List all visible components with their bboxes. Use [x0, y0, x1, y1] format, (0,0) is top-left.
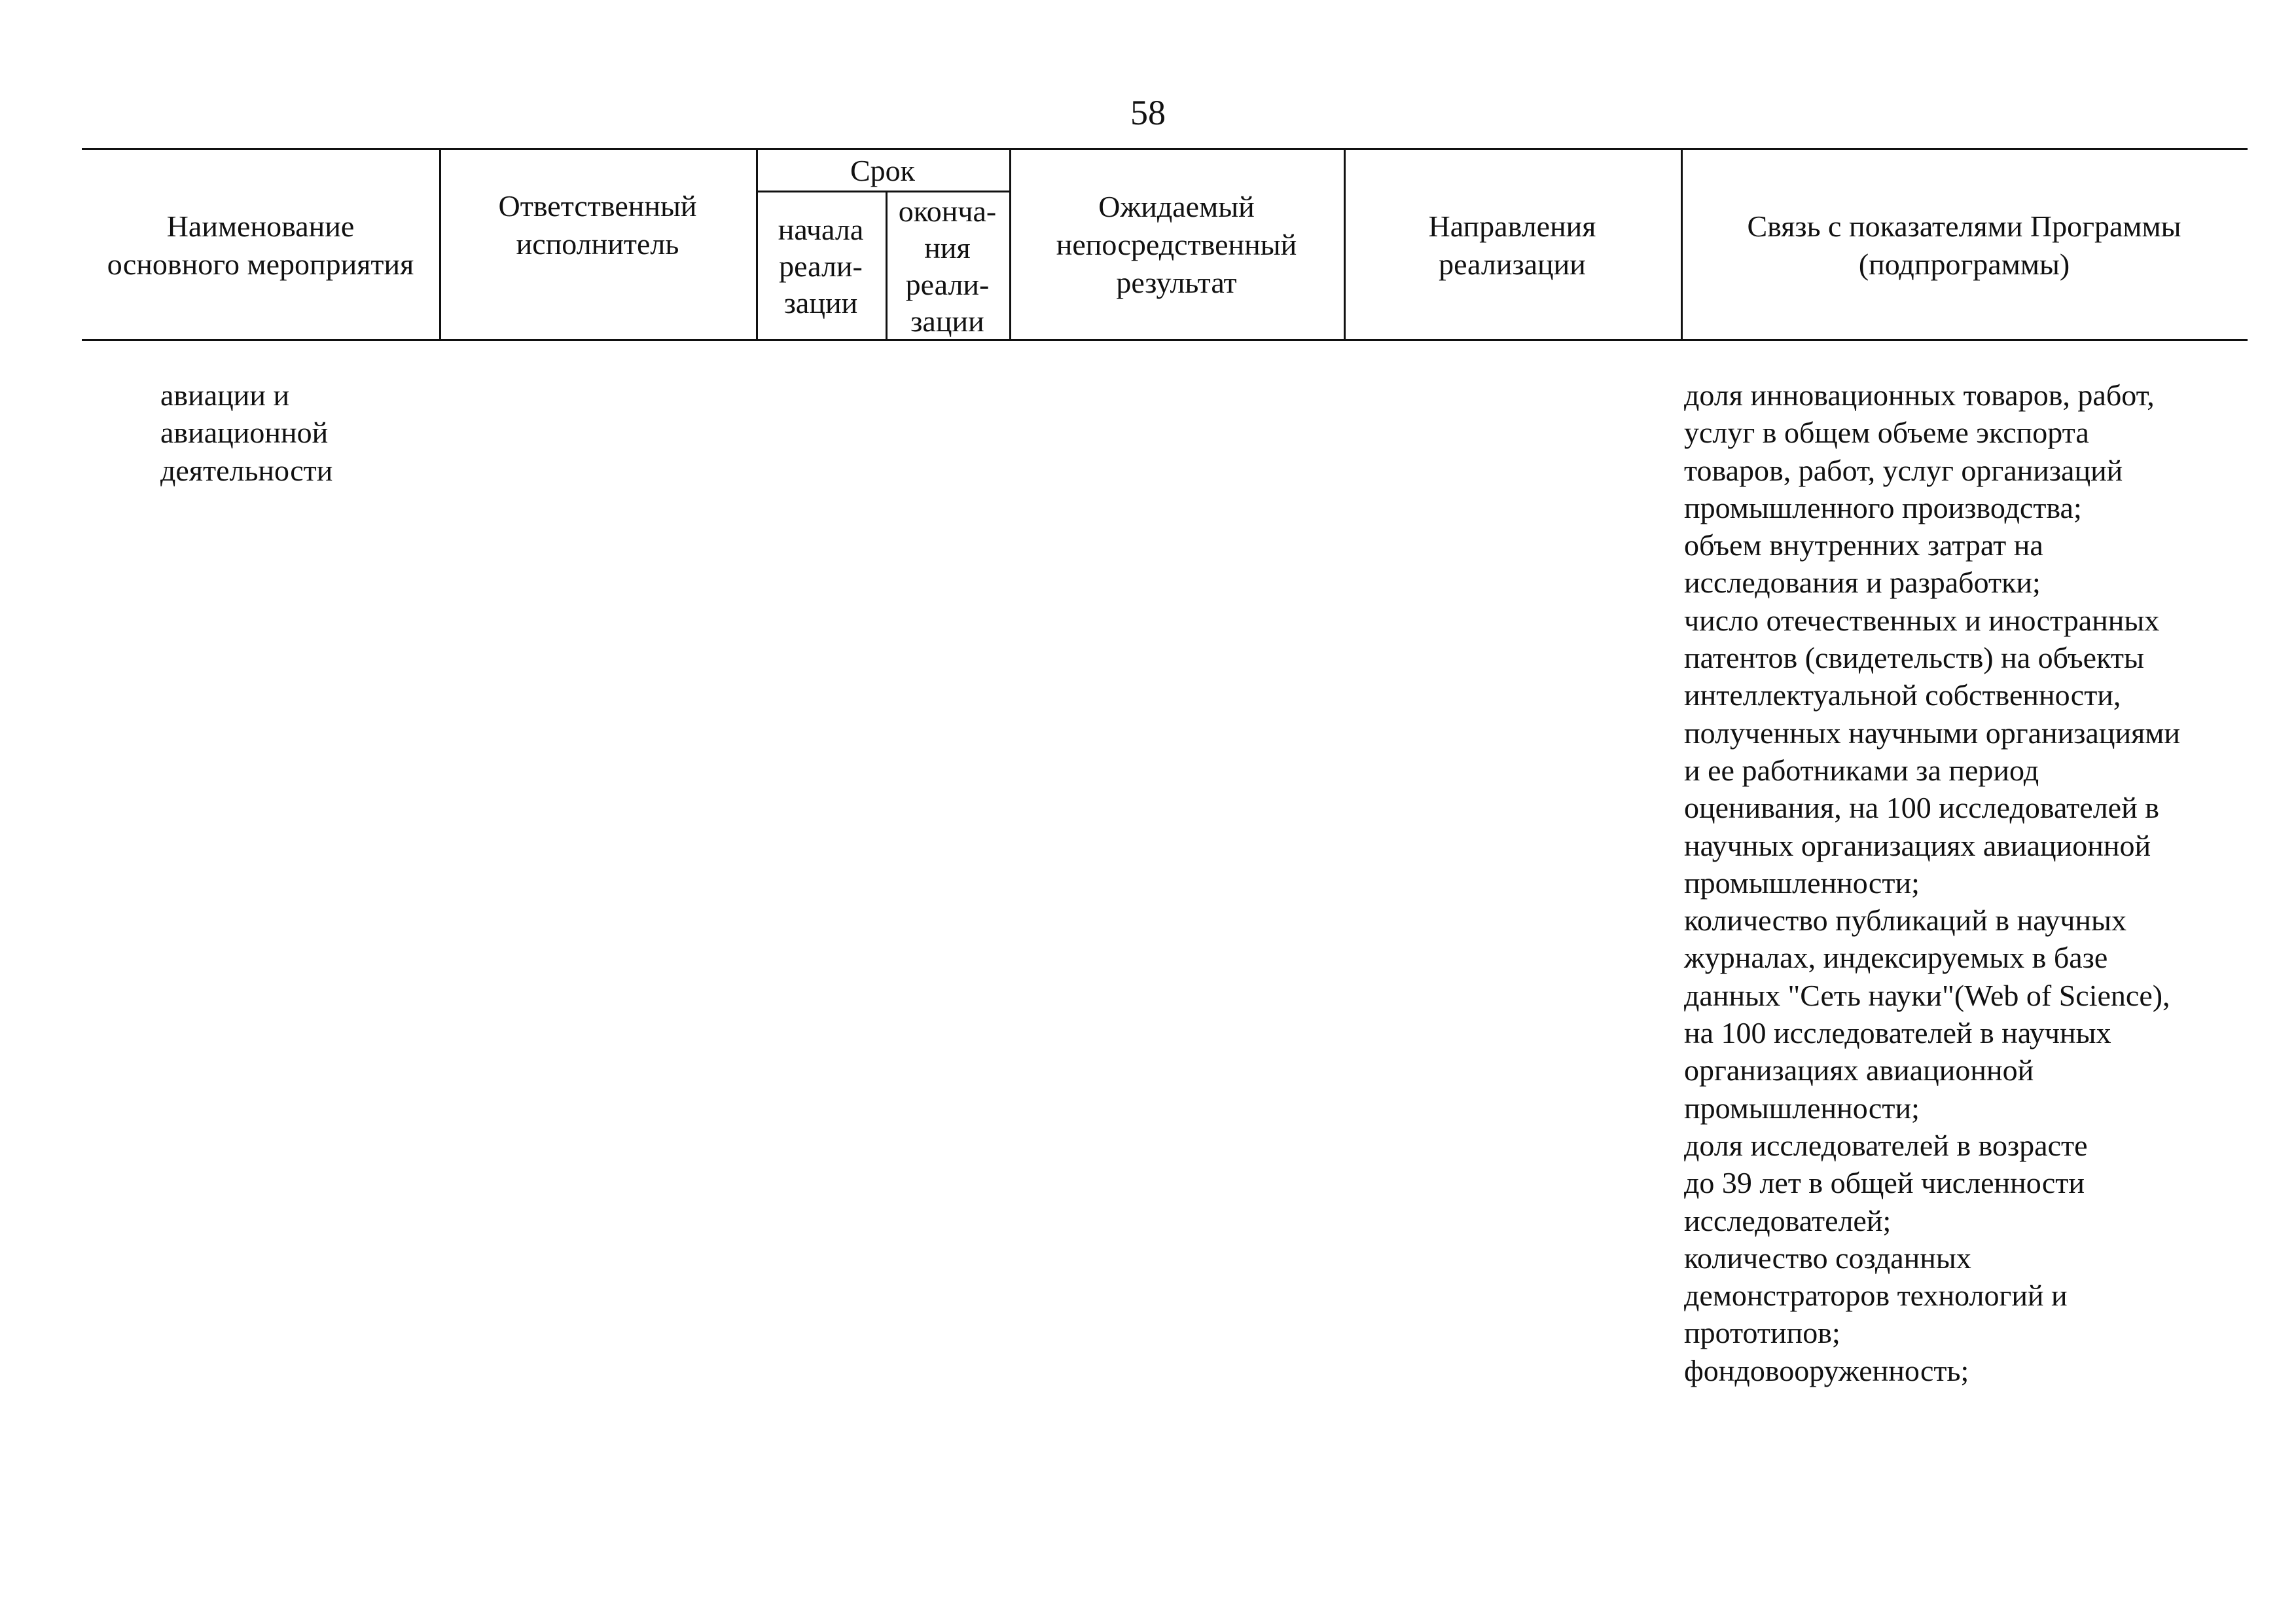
header-link: Связь с показателями Программы (подпрограммы) [1747, 210, 2181, 281]
header-name: Наименование основного мероприятия [107, 210, 414, 281]
row-link-text: доля инновационных товаров, работ, услуг в общем объеме экспорта товаров, работ, услуг организаций промышленного производства; объем внутренних затрат на исследования и разработки; число отечественных и иностранных патентов (свидетельств) на объекты интеллектуальной собственности, полученных научными организациями и ее работниками за период оценивания, на 100 исследователей в научных организациях авиационной промышленности; количество публикаций в научных журналах, индексируемых в базе данных "Сеть науки"(Web of Science), на 100 исследователей в научных организациях авиационной промышленности; доля исследователей в возрасте до 39 лет в общей численности исследователей; количество созданных демонстраторов технологий и прототипов; фондовооруженность; [1684, 378, 2180, 1387]
page-number: 58 [1130, 93, 1166, 132]
row-name-text: авиации и авиационной деятельности [160, 378, 333, 487]
header-term: Срок [850, 154, 916, 187]
table-header [82, 148, 2248, 341]
header-executor: Ответственный исполнитель [498, 189, 697, 261]
header-directions: Направления реализации [1428, 210, 1596, 281]
header-end: оконча- ния реали- зации [898, 194, 997, 338]
header-result: Ожидаемый непосредственный результат [1056, 190, 1297, 299]
header-start: начала реали- зации [778, 213, 864, 319]
